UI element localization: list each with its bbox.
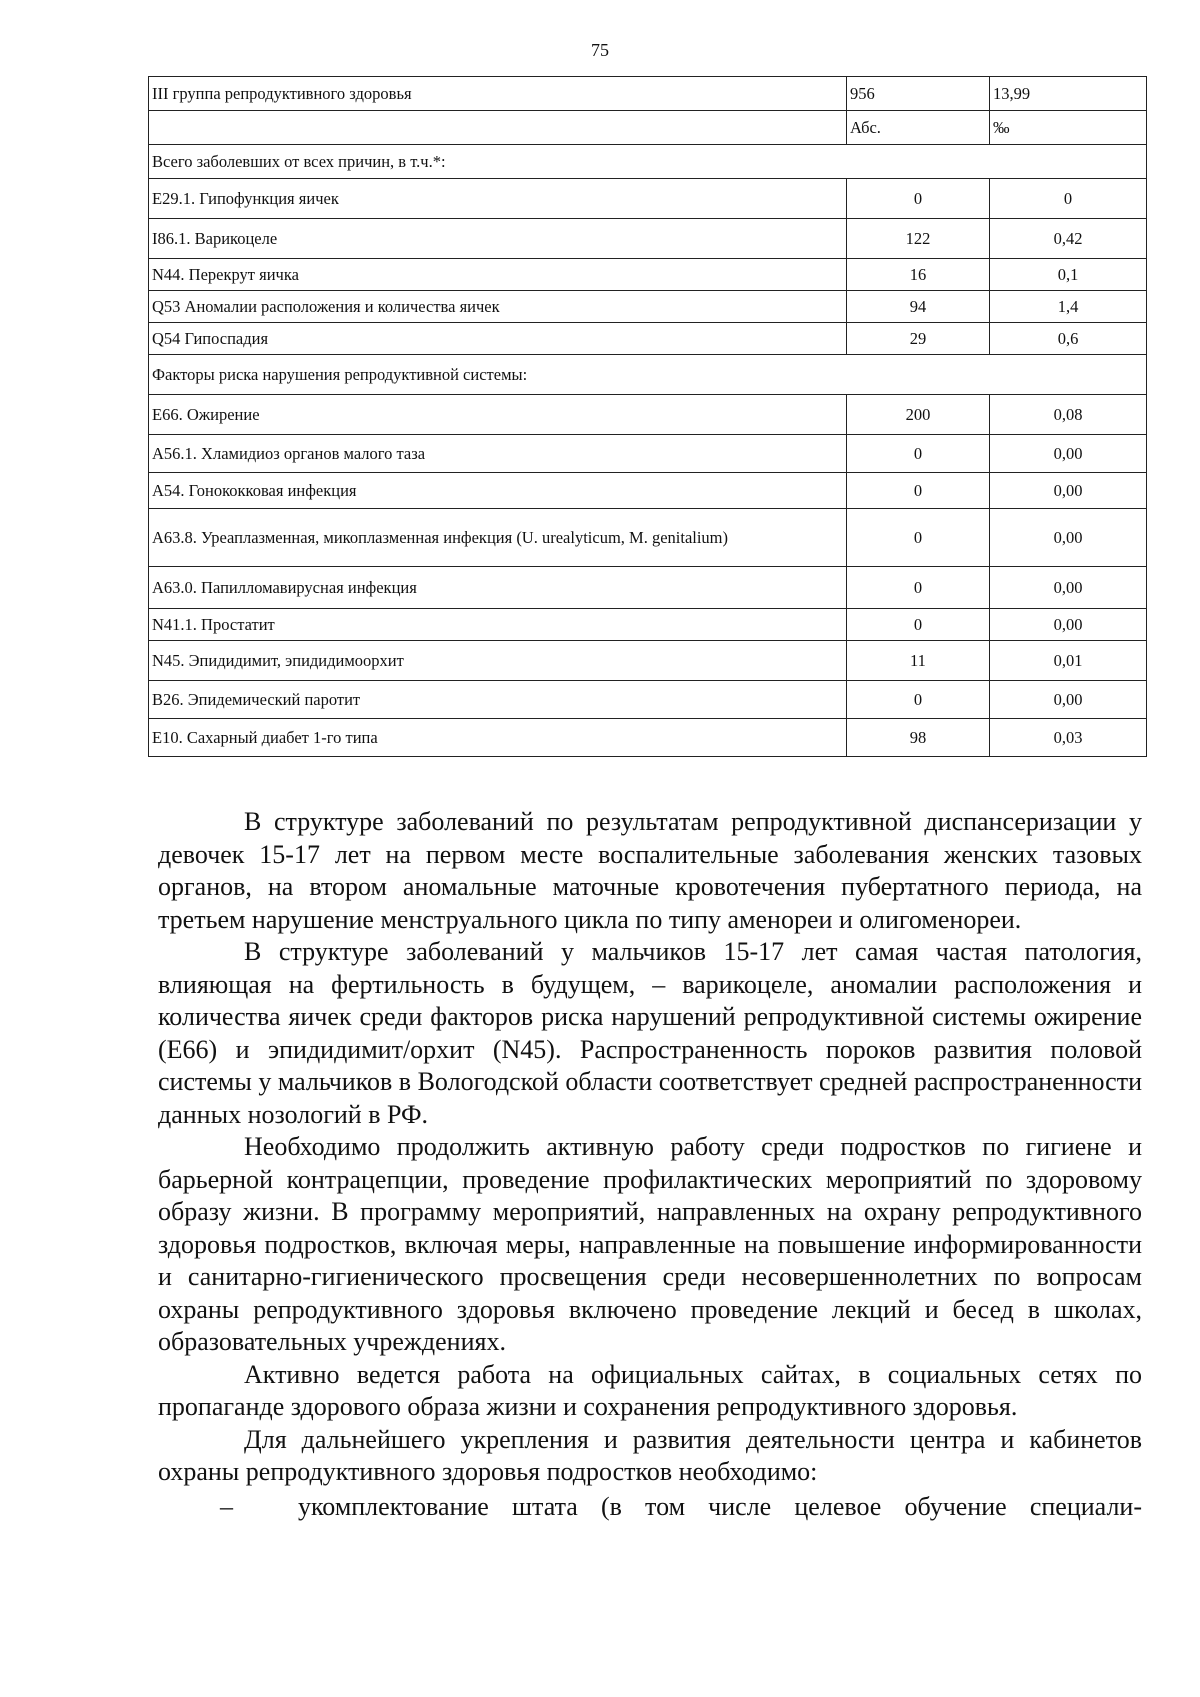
table-row bbox=[149, 681, 1147, 719]
cell-abs: 0 bbox=[847, 681, 990, 719]
cell-name: Q54 Гипоспадия bbox=[149, 323, 847, 355]
cell-rate: 0,00 bbox=[990, 509, 1147, 567]
paragraph: Активно ведется работа на официальных сайтах, в социальных сетях по пропаганде здорового образа жизни и сохранения репродуктивного здоровья. bbox=[158, 1359, 1142, 1421]
table-row bbox=[149, 219, 1147, 259]
table-row bbox=[149, 395, 1147, 435]
cell-name: N41.1. Простатит bbox=[149, 609, 847, 641]
cell-name: B26. Эпидемический паротит bbox=[149, 681, 847, 719]
cell-rate: 0,00 bbox=[990, 473, 1147, 509]
section-row bbox=[149, 145, 1147, 179]
paragraph: Для дальнейшего укрепления и развития деятельности центра и кабинетов охраны репродуктивного здоровья подростков необходимо: bbox=[158, 1424, 1142, 1486]
group-rate-cell: 13,99 bbox=[990, 77, 1147, 111]
table-row bbox=[149, 641, 1147, 681]
cell-name: E10. Сахарный диабет 1-го типа bbox=[149, 719, 847, 757]
unit-abs-cell: Абс. bbox=[847, 111, 990, 145]
cell-rate: 0,00 bbox=[990, 567, 1147, 609]
table-row bbox=[149, 111, 1147, 145]
cell-rate: 0,00 bbox=[990, 681, 1147, 719]
section-title: Факторы риска нарушения репродуктивной системы: bbox=[149, 355, 1147, 395]
table-row bbox=[149, 509, 1147, 567]
cell-name: E66. Ожирение bbox=[149, 395, 847, 435]
paragraph: В структуре заболеваний у мальчиков 15-17 лет самая частая патология, влияющая на фертильность в будущем, – варикоцеле, аномалии расположения и количества яичек среди факторов риска нарушений репродуктивной системы ожирение (E66) и эпидидимит/орхит (N45). Распространенность пороков развития половой системы у мальчиков в Вологодской области соответствует средней распространенности данных нозологий в РФ. bbox=[158, 937, 1142, 1129]
body-text bbox=[158, 806, 1142, 1523]
cell-name: Q53 Аномалии расположения и количества яичек bbox=[149, 291, 847, 323]
cell-abs: 94 bbox=[847, 291, 990, 323]
table-row bbox=[149, 435, 1147, 473]
list-item-text: укомплектование штата (в том числе целевое обучение специали- bbox=[298, 1491, 1142, 1521]
cell-abs: 0 bbox=[847, 609, 990, 641]
page-number: 75 bbox=[591, 40, 609, 60]
table-row bbox=[149, 179, 1147, 219]
list-item bbox=[158, 1491, 1142, 1524]
cell-name: N45. Эпидидимит, эпидидимоорхит bbox=[149, 641, 847, 681]
cell-abs: 98 bbox=[847, 719, 990, 757]
table-row bbox=[149, 323, 1147, 355]
table-row bbox=[149, 77, 1147, 111]
cell-rate: 0,42 bbox=[990, 219, 1147, 259]
paragraph: Необходимо продолжить активную работу среди подростков по гигиене и барьерной контрацепции, проведение профилактических мероприятий по здоровому образу жизни. В программу мероприятий, направленных на охрану репродуктивного здоровья подростков, включая меры, направленные на повышение информированности и санитарно-гигиенического просвещения среди несовершеннолетних по вопросам охраны репродуктивного здоровья включено проведение лекций и бесед в школах, образовательных учреждениях. bbox=[158, 1132, 1142, 1356]
cell-abs: 122 bbox=[847, 219, 990, 259]
morbidity-table bbox=[148, 76, 1147, 757]
empty-cell bbox=[149, 111, 847, 145]
cell-abs: 29 bbox=[847, 323, 990, 355]
cell-abs: 0 bbox=[847, 473, 990, 509]
unit-rate-cell: ‰ bbox=[990, 111, 1147, 145]
cell-rate: 0,01 bbox=[990, 641, 1147, 681]
section-title: Всего заболевших от всех причин, в т.ч.*: bbox=[149, 145, 1147, 179]
cell-abs: 0 bbox=[847, 179, 990, 219]
table-row bbox=[149, 719, 1147, 757]
list-dash: – bbox=[220, 1491, 233, 1521]
cell-abs: 16 bbox=[847, 259, 990, 291]
table-row bbox=[149, 259, 1147, 291]
cell-rate: 0,6 bbox=[990, 323, 1147, 355]
cell-rate: 0,08 bbox=[990, 395, 1147, 435]
table-row bbox=[149, 609, 1147, 641]
cell-abs: 11 bbox=[847, 641, 990, 681]
cell-name: A54. Гонококковая инфекция bbox=[149, 473, 847, 509]
cell-name: A56.1. Хламидиоз органов малого таза bbox=[149, 435, 847, 473]
cell-rate: 0,00 bbox=[990, 435, 1147, 473]
cell-rate: 0,03 bbox=[990, 719, 1147, 757]
table-row bbox=[149, 473, 1147, 509]
table-row bbox=[149, 291, 1147, 323]
cell-name: A63.8. Уреаплазменная, микоплазменная инфекция (U. urealyticum, M. genitalium) bbox=[149, 509, 847, 567]
cell-rate: 0,1 bbox=[990, 259, 1147, 291]
cell-rate: 0,00 bbox=[990, 609, 1147, 641]
cell-abs: 0 bbox=[847, 509, 990, 567]
cell-name: E29.1. Гипофункция яичек bbox=[149, 179, 847, 219]
cell-rate: 0 bbox=[990, 179, 1147, 219]
group-abs-cell: 956 bbox=[847, 77, 990, 111]
cell-rate: 1,4 bbox=[990, 291, 1147, 323]
group-label-cell: III группа репродуктивного здоровья bbox=[149, 77, 847, 111]
paragraph: В структуре заболеваний по результатам репродуктивной диспансеризации у девочек 15-17 лет на первом месте воспалительные заболевания женских тазовых органов, на втором аномальные маточные кровотечения пубертатного периода, на третьем нарушение менструального цикла по типу аменореи и олигоменореи. bbox=[158, 807, 1142, 934]
cell-name: I86.1. Варикоцеле bbox=[149, 219, 847, 259]
cell-abs: 200 bbox=[847, 395, 990, 435]
cell-name: A63.0. Папилломавирусная инфекция bbox=[149, 567, 847, 609]
table-row bbox=[149, 567, 1147, 609]
cell-abs: 0 bbox=[847, 435, 990, 473]
cell-name: N44. Перекрут яичка bbox=[149, 259, 847, 291]
cell-abs: 0 bbox=[847, 567, 990, 609]
section-row bbox=[149, 355, 1147, 395]
